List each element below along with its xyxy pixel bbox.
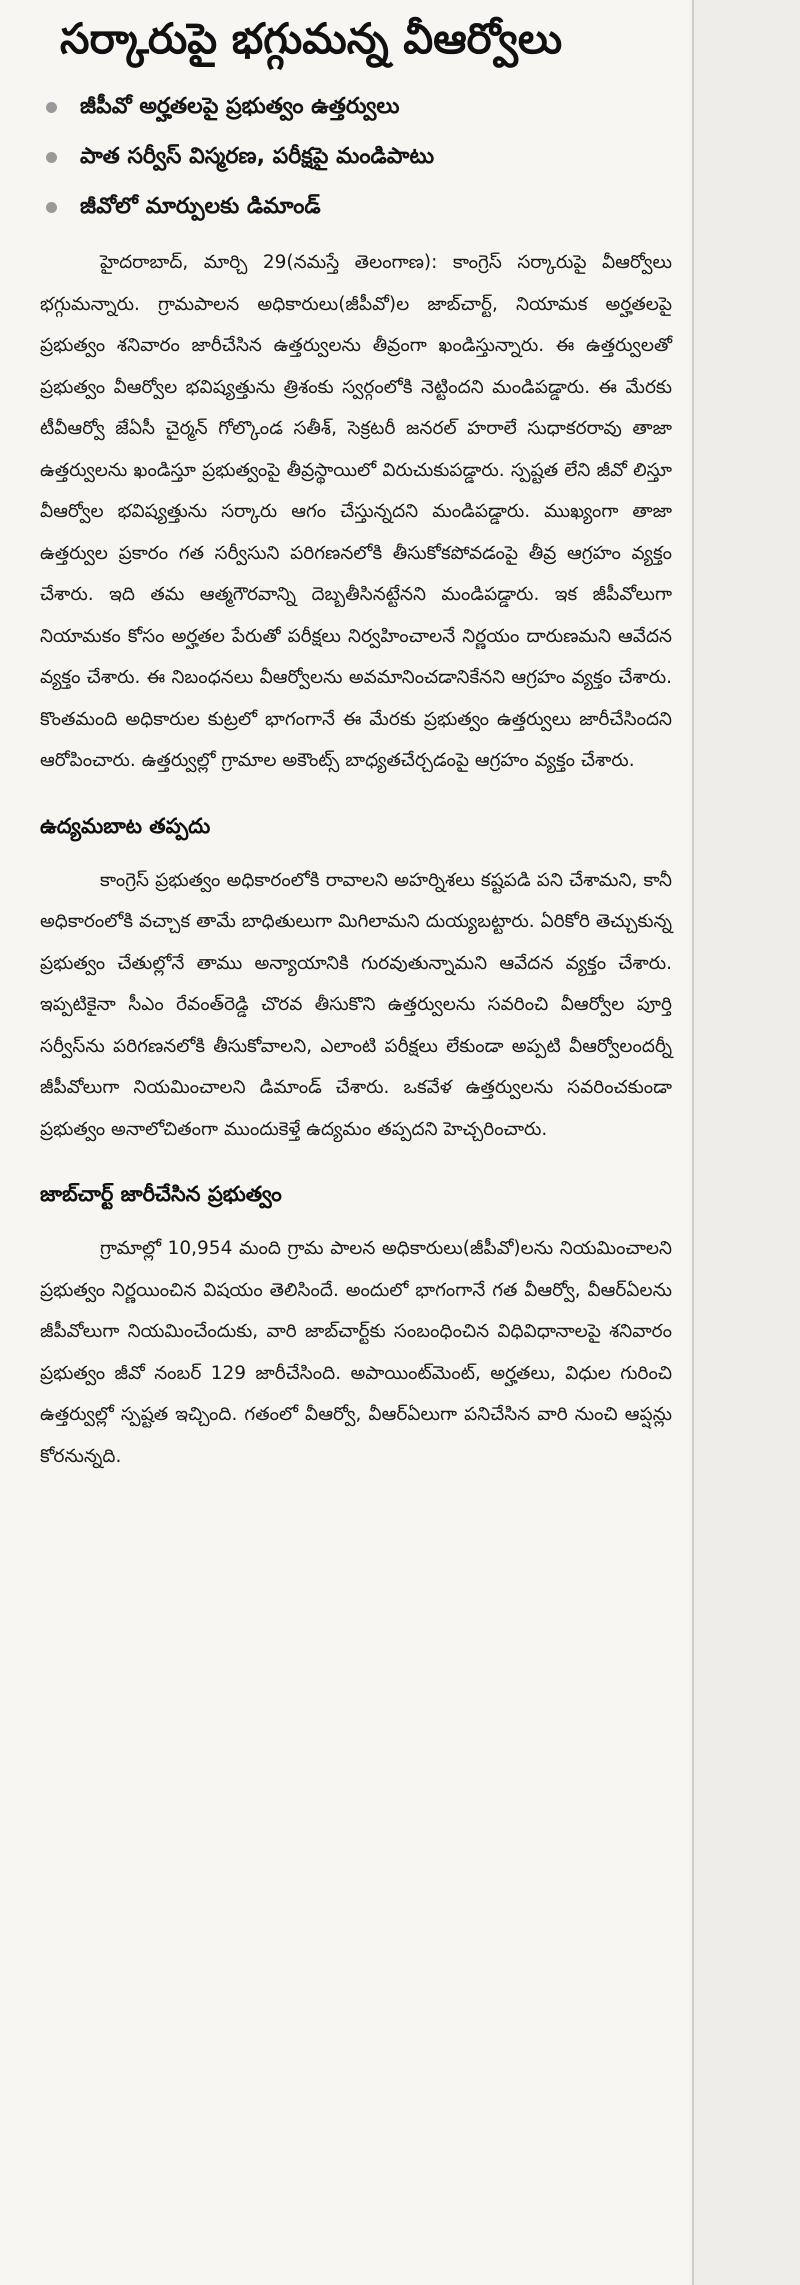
headline: సర్కారుపై భగ్గుమన్న వీఆర్వోలు xyxy=(60,14,563,63)
highlight-text: పాత సర్వీస్ విస్మరణ, పరీక్షపై మండిపాటు xyxy=(80,144,435,169)
bullet-dot-icon xyxy=(46,102,57,113)
section-paragraph: గ్రామాల్లో 10,954 మంది గ్రామ పాలన అధికారులు(జీపీవో)లను నియమించాలని ప్రభుత్వం నిర్ణయించిన విషయం తెలిసిందే. అందులో భాగంగానే గత వీఆర్వో, వీఆర్ఏలను జీపీవోలుగా నియమించేందుకు, వారి జాబ్‌చార్ట్‌కు సంబంధించిన విధివిధానాలపై శనివారం ప్రభుత్వం జీవో నంబర్ 129 జారీచేసింది. అపాయింట్‌మెంట్, అర్హతలు, విధుల గురించి ఉత్తర్వుల్లో స్పష్టత ఇచ్చింది. గతంలో వీఆర్వో, వీఆర్ఏలుగా పనిచేసిన వారి నుంచి ఆప్షన్లు కోరనున్నది. xyxy=(40,1238,672,1467)
highlight-item xyxy=(40,132,672,182)
page-margin xyxy=(694,0,800,2285)
section-heading: ఉద్యమబాట తప్పదు xyxy=(40,813,211,838)
highlight-item xyxy=(40,182,672,232)
lead-paragraph: హైదరాబాద్, మార్చి 29(నమస్తే తెలంగాణ): కాంగ్రెస్ సర్కారుపై వీఆర్వోలు భగ్గుమన్నారు. గ్రామపాలన అధికారులు(జీపీవో)ల జాబ్‌చార్ట్, నియామక అర్హతలపై ప్రభుత్వం శనివారం జారీచేసిన ఉత్తర్వులను తీవ్రంగా ఖండిస్తున్నారు. ఈ ఉత్తర్వులతో ప్రభుత్వం వీఆర్వోల భవిష్యత్తును త్రిశంకు స్వర్గంలోకి నెట్టిందని మండిపడ్డారు. ఈ మేరకు టీవీఆర్వో జేఏసీ చైర్మన్ గోల్కొండ సతీశ్, సెక్రటరీ జనరల్ హరాలే సుధాకరరావు తాజా ఉత్తర్వులను ఖండిస్తూ ప్రభుత్వంపై తీవ్రస్థాయిలో విరుచుకుపడ్డారు. స్పష్టత లేని జీవో లిస్తూ వీఆర్వోల భవిష్యత్తును సర్కారు ఆగం చేస్తున్నదని మండిపడ్డారు. ముఖ్యంగా తాజా ఉత్తర్వుల ప్రకారం గత సర్వీసుని పరిగణనలోకి తీసుకోకపోవడంపై తీవ్ర ఆగ్రహం వ్యక్తం చేశారు. ఇది తమ ఆత్మగౌరవాన్ని దెబ్బతీసినట్టేనని మండిపడ్డారు. ఇక జీపీవోలుగా నియామకం కోసం అర్హతల పేరుతో పరీక్షలు నిర్వహించాలనే నిర్ణయం దారుణమని ఆవేదన వ్యక్తం చేశారు. ఈ నిబంధనలు వీఆర్వోలను అవమానించడానికేనని ఆగ్రహం వ్యక్తం చేశారు. కొంతమంది అధికారుల కుట్రలో భాగంగానే ఈ మేరకు ప్రభుత్వం ఉత్తర్వులు జారీచేసిందని ఆరోపించారు. ఉత్తర్వుల్లో గ్రామాల అకౌంట్స్ బాధ్యతచేర్చడంపై ఆగ్రహం వ్యక్తం చేశారు. xyxy=(40,252,672,771)
highlight-item xyxy=(40,82,672,132)
bullet-dot-icon xyxy=(46,152,57,163)
section-heading: జాబ్‌చార్ట్ జారీచేసిన ప్రభుత్వం xyxy=(40,1182,282,1206)
section-paragraph: కాంగ్రెస్ ప్రభుత్వం అధికారంలోకి రావాలని అహర్నిశలు కష్టపడి పని చేశామని, కానీ అధికారంలోకి వచ్చాక తామే బాధితులుగా మిగిలామని దుయ్యబట్టారు. ఏరికోరి తెచ్చుకున్న ప్రభుత్వం చేతుల్లోనే తాము అన్యాయానికి గురవుతున్నామని ఆవేదన వ్యక్తం చేశారు. ఇప్పటికైనా సీఎం రేవంత్‌రెడ్డి చొరవ తీసుకొని ఉత్తర్వులను సవరించి వీఆర్వోల పూర్తి సర్వీస్‌ను పరిగణనలోకి తీసుకోవాలని, ఎలాంటి పరీక్షలు లేకుండా అప్పటి వీఆర్వోలందర్నీ జీపీవోలుగా నియమించాలని డిమాండ్ చేశారు. ఒకవేళ ఉత్తర్వులను సవరించకుండా ప్రభుత్వం అనాలోచితంగా ముందుకెళ్తే ఉద్యమం తప్పదని హెచ్చరించారు. xyxy=(40,869,672,1140)
highlight-list xyxy=(40,82,672,232)
highlight-text: జీపీవో అర్హతలపై ప్రభుత్వం ఉత్తర్వులు xyxy=(80,94,400,119)
bullet-dot-icon xyxy=(46,202,57,213)
highlight-text: జీవోలో మార్పులకు డిమాండ్ xyxy=(80,194,321,219)
